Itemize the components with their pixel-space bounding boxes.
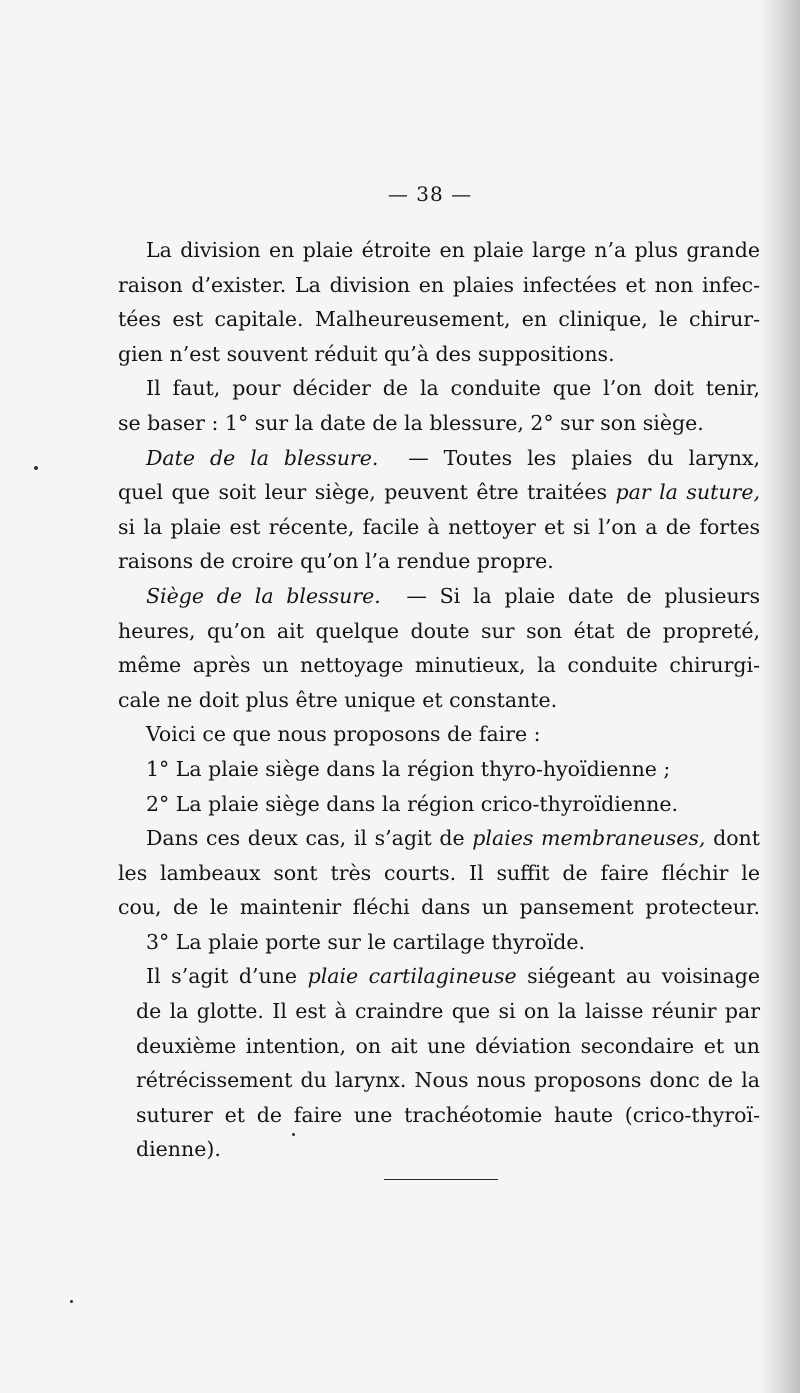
text-line xyxy=(118,959,760,994)
emphasis: plaie cartilagineuse xyxy=(307,964,517,989)
text-line: si la plaie est récente, facile à nettoyer et si l’on a de fortes xyxy=(118,514,760,539)
text-line: deuxième intention, on ait une déviation secondaire et un xyxy=(136,1033,760,1058)
body-text xyxy=(118,233,760,1167)
text-line: raison d’exister. La division en plaies infectées et non infec- xyxy=(118,272,760,297)
text-line: heures, qu’on ait quelque doute sur son état de propreté, xyxy=(118,618,760,643)
text-line: raisons de croire qu’on l’a rendue propre. xyxy=(118,549,554,574)
text-line: cale ne doit plus être unique et constante. xyxy=(118,687,558,712)
list-item: 1° La plaie siège dans la région thyro-hyoïdienne ; xyxy=(146,756,671,781)
text-fragment: — Toutes les plaies du larynx, xyxy=(408,445,760,470)
text-line: tées est capitale. Malheureusement, en clinique, le chirur- xyxy=(118,307,760,332)
text-line: Il faut, pour décider de la conduite que l’on doit tenir, xyxy=(146,376,760,401)
page-number: — 38 — xyxy=(387,182,473,206)
text-line: gien n’est souvent réduit qu’à des suppositions. xyxy=(118,341,615,366)
text-fragment: Il s’agit d’une xyxy=(146,964,298,989)
ink-speck xyxy=(70,1300,73,1303)
text-line xyxy=(118,821,760,856)
emphasis: par la suture, xyxy=(615,480,760,505)
text-line xyxy=(118,579,760,614)
section-heading: Siège de la blessure. xyxy=(146,583,381,608)
text-line: même après un nettoyage minutieux, la conduite chirurgi- xyxy=(118,653,760,678)
ink-speck xyxy=(34,466,38,470)
text-line: les lambeaux sont très courts. Il suffit de faire fléchir le xyxy=(118,860,760,885)
text-fragment: Dans ces deux cas, il s’agit de xyxy=(146,826,465,851)
text-line: dienne). xyxy=(136,1137,221,1162)
text-line: suturer et de faire une trachéotomie haute (crico-thyroï- xyxy=(136,1102,760,1127)
text-line: se baser : 1° sur la date de la blessure, 2° sur son siège. xyxy=(118,410,704,435)
ink-speck xyxy=(292,1133,295,1136)
list-item: 3° La plaie porte sur le cartilage thyroïde. xyxy=(146,929,585,954)
text-line: Voici ce que nous proposons de faire : xyxy=(146,722,541,747)
text-fragment: — Si la plaie date de plusieurs xyxy=(406,583,760,608)
section-heading: Date de la blessure. xyxy=(146,445,379,470)
end-rule xyxy=(384,1179,498,1180)
text-line: La division en plaie étroite en plaie large n’a plus grande xyxy=(146,238,760,262)
text-fragment: dont xyxy=(713,826,760,851)
text-line xyxy=(118,441,760,476)
text-fragment: quel que soit leur siège, peuvent être traitées xyxy=(118,480,607,505)
text-fragment: siégeant au voisinage xyxy=(527,964,760,989)
text-line xyxy=(118,475,760,510)
text-line: de la glotte. Il est à craindre que si on la laisse réunir par xyxy=(136,999,760,1024)
text-line: cou, de le maintenir fléchi dans un pansement protecteur. xyxy=(118,895,760,920)
list-item: 2° La plaie siège dans la région crico-thyroïdienne. xyxy=(146,791,678,816)
text-line: rétrécissement du larynx. Nous nous proposons donc de la xyxy=(136,1068,760,1093)
emphasis: plaies membraneuses, xyxy=(472,826,706,851)
